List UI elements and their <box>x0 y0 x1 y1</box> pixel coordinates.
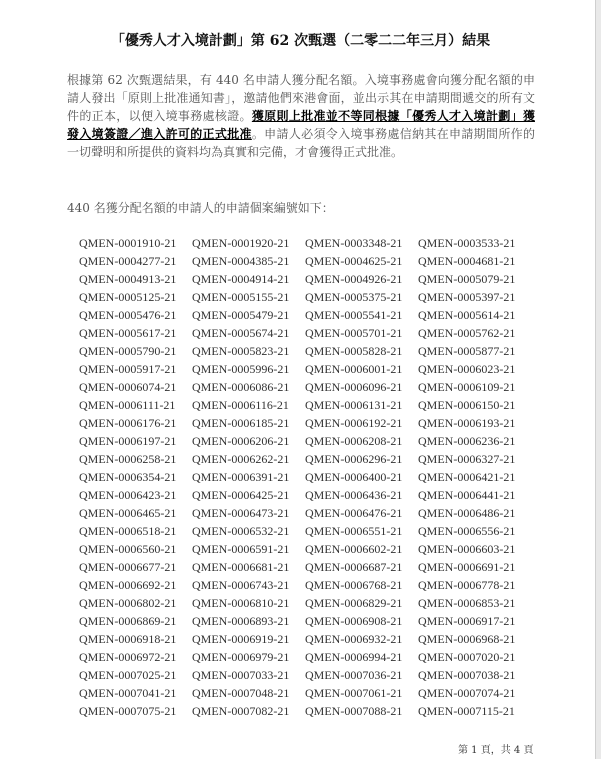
case-number: QMEN-0007074-21 <box>418 686 516 700</box>
case-number: QMEN-0006131-21 <box>305 398 403 412</box>
case-number: QMEN-0006556-21 <box>418 524 516 538</box>
case-number: QMEN-0006551-21 <box>305 524 403 538</box>
body-paragraph <box>67 71 535 161</box>
case-number: QMEN-0005877-21 <box>418 344 516 358</box>
case-number: QMEN-0006681-21 <box>192 560 290 574</box>
case-number: QMEN-0003348-21 <box>305 236 403 250</box>
case-number: QMEN-0006917-21 <box>418 614 516 628</box>
case-number: QMEN-0006354-21 <box>79 470 177 484</box>
case-number: QMEN-0006810-21 <box>192 596 290 610</box>
case-number: QMEN-0006109-21 <box>418 380 516 394</box>
case-number: QMEN-0006677-21 <box>79 560 177 574</box>
case-number: QMEN-0006111-21 <box>79 398 176 412</box>
case-number: QMEN-0006893-21 <box>192 614 290 628</box>
case-number: QMEN-0006532-21 <box>192 524 290 538</box>
case-number: QMEN-0006208-21 <box>305 434 403 448</box>
case-number: QMEN-0005541-21 <box>305 308 403 322</box>
case-number: QMEN-0006778-21 <box>418 578 516 592</box>
case-number: QMEN-0006968-21 <box>418 632 516 646</box>
case-number: QMEN-0004277-21 <box>79 254 177 268</box>
case-number: QMEN-0006919-21 <box>192 632 290 646</box>
case-number: QMEN-0006560-21 <box>79 542 177 556</box>
case-number: QMEN-0006391-21 <box>192 470 290 484</box>
page-title: 「優秀人才入境計劃」第 62 次甄選（二零二二年三月）結果 <box>110 33 491 49</box>
case-number: QMEN-0005397-21 <box>418 290 516 304</box>
case-number: QMEN-0005996-21 <box>192 362 290 376</box>
case-number: QMEN-0006486-21 <box>418 506 516 520</box>
case-number: QMEN-0006425-21 <box>192 488 290 502</box>
paragraph-emphasis: 獲原則上批准並不等同根據「優秀人才入境計劃」獲發入境簽證／進入許可的正式批准 <box>67 109 535 141</box>
case-number: QMEN-0006802-21 <box>79 596 177 610</box>
case-number: QMEN-0006096-21 <box>305 380 403 394</box>
case-number: QMEN-0005762-21 <box>418 326 516 340</box>
case-number: QMEN-0006086-21 <box>192 380 290 394</box>
case-list-intro: 440 名獲分配名額的申請人的申請個案編號如下： <box>67 201 334 215</box>
case-number: QMEN-0005674-21 <box>192 326 290 340</box>
case-number: QMEN-0006768-21 <box>305 578 403 592</box>
case-number-grid <box>79 236 539 722</box>
case-number: QMEN-0004385-21 <box>192 254 290 268</box>
case-number: QMEN-0007041-21 <box>79 686 177 700</box>
case-number: QMEN-0004926-21 <box>305 272 403 286</box>
case-number: QMEN-0006150-21 <box>418 398 516 412</box>
case-number: QMEN-0007038-21 <box>418 668 516 682</box>
case-number: QMEN-0005125-21 <box>79 290 177 304</box>
case-number: QMEN-0006932-21 <box>305 632 403 646</box>
case-number: QMEN-0007025-21 <box>79 668 177 682</box>
case-number: QMEN-0001920-21 <box>192 236 290 250</box>
case-number: QMEN-0006692-21 <box>79 578 177 592</box>
case-number: QMEN-0006074-21 <box>79 380 177 394</box>
case-number: QMEN-0006918-21 <box>79 632 177 646</box>
case-number: QMEN-0004681-21 <box>418 254 516 268</box>
page-footer: 第 1 頁，共 4 頁 <box>458 745 534 756</box>
case-number: QMEN-0006001-21 <box>305 362 403 376</box>
case-number: QMEN-0006400-21 <box>305 470 403 484</box>
case-number: QMEN-0007115-21 <box>418 704 515 718</box>
case-number: QMEN-0006436-21 <box>305 488 403 502</box>
case-number: QMEN-0006853-21 <box>418 596 516 610</box>
case-number: QMEN-0005476-21 <box>79 308 177 322</box>
case-number: QMEN-0006327-21 <box>418 452 516 466</box>
case-number: QMEN-0006473-21 <box>192 506 290 520</box>
case-number: QMEN-0006192-21 <box>305 416 403 430</box>
case-number: QMEN-0006743-21 <box>192 578 290 592</box>
case-number: QMEN-0007036-21 <box>305 668 403 682</box>
case-number: QMEN-0005375-21 <box>305 290 403 304</box>
case-number: QMEN-0006687-21 <box>305 560 403 574</box>
case-number: QMEN-0006023-21 <box>418 362 516 376</box>
paragraph-text-before: 根據第 62 次甄選結果，有 440 名申請人獲分配名額。入境事務處會向獲分配名額的申請人發出「原則上批准通知書」，邀請他們來港會面，並出示其在申請期間遞交的所有文件的正本，以便入境事務處核證。 <box>67 73 535 123</box>
case-number: QMEN-0006176-21 <box>79 416 177 430</box>
case-number: QMEN-0004914-21 <box>192 272 290 286</box>
case-number: QMEN-0006476-21 <box>305 506 403 520</box>
case-number: QMEN-0007048-21 <box>192 686 290 700</box>
case-number: QMEN-0003533-21 <box>418 236 516 250</box>
case-number: QMEN-0004625-21 <box>305 254 403 268</box>
case-number: QMEN-0006423-21 <box>79 488 177 502</box>
case-number: QMEN-0007020-21 <box>418 650 516 664</box>
case-number: QMEN-0006441-21 <box>418 488 516 502</box>
case-number: QMEN-0005917-21 <box>79 362 177 376</box>
case-number: QMEN-0006262-21 <box>192 452 290 466</box>
case-number: QMEN-0006206-21 <box>192 434 290 448</box>
case-number: QMEN-0005701-21 <box>305 326 403 340</box>
case-number: QMEN-0007075-21 <box>79 704 177 718</box>
case-number: QMEN-0005790-21 <box>79 344 177 358</box>
case-number: QMEN-0006591-21 <box>192 542 290 556</box>
case-number: QMEN-0006185-21 <box>192 416 290 430</box>
case-number: QMEN-0005617-21 <box>79 326 177 340</box>
case-number: QMEN-0007061-21 <box>305 686 403 700</box>
page-border <box>595 0 601 759</box>
case-number: QMEN-0006972-21 <box>79 650 177 664</box>
case-number: QMEN-0006979-21 <box>192 650 290 664</box>
case-number: QMEN-0007082-21 <box>192 704 290 718</box>
case-number: QMEN-0006994-21 <box>305 650 403 664</box>
case-number: QMEN-0005155-21 <box>192 290 290 304</box>
case-number: QMEN-0005823-21 <box>192 344 290 358</box>
case-number: QMEN-0006691-21 <box>418 560 516 574</box>
case-number: QMEN-0006602-21 <box>305 542 403 556</box>
case-number: QMEN-0007033-21 <box>192 668 290 682</box>
case-number: QMEN-0006465-21 <box>79 506 177 520</box>
case-number: QMEN-0006116-21 <box>192 398 289 412</box>
case-number: QMEN-0001910-21 <box>79 236 177 250</box>
paragraph-text-after: 。申請人必須令入境事務處信納其在申請期間所作的一切聲明和所提供的資料均為真實和完備，才會獲得正式批准。 <box>67 127 535 159</box>
case-number: QMEN-0006829-21 <box>305 596 403 610</box>
case-number: QMEN-0005828-21 <box>305 344 403 358</box>
case-number: QMEN-0006236-21 <box>418 434 516 448</box>
case-number: QMEN-0006193-21 <box>418 416 516 430</box>
case-number: QMEN-0006296-21 <box>305 452 403 466</box>
case-number: QMEN-0006518-21 <box>79 524 177 538</box>
case-number: QMEN-0006421-21 <box>418 470 516 484</box>
case-number: QMEN-0006197-21 <box>79 434 177 448</box>
case-number: QMEN-0005079-21 <box>418 272 516 286</box>
case-number: QMEN-0006258-21 <box>79 452 177 466</box>
case-number: QMEN-0004913-21 <box>79 272 177 286</box>
case-number: QMEN-0005479-21 <box>192 308 290 322</box>
case-number: QMEN-0006908-21 <box>305 614 403 628</box>
case-number: QMEN-0007088-21 <box>305 704 403 718</box>
case-number: QMEN-0006869-21 <box>79 614 177 628</box>
case-number: QMEN-0006603-21 <box>418 542 516 556</box>
case-number: QMEN-0005614-21 <box>418 308 516 322</box>
